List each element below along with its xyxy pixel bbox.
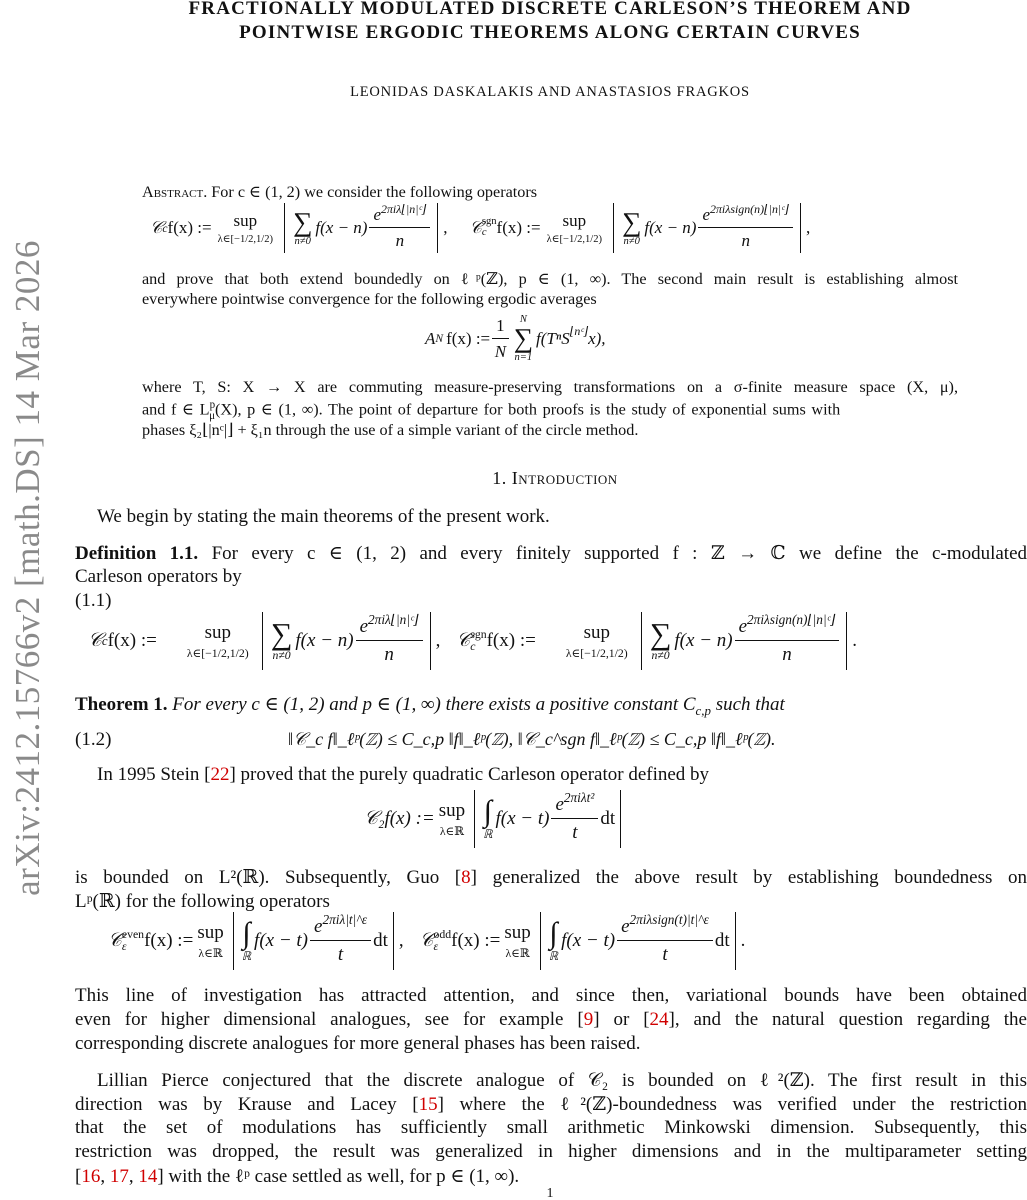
sup-operator bbox=[547, 211, 602, 245]
citation-link[interactable]: 9 bbox=[583, 1009, 594, 1030]
math-symbol: f(x) := bbox=[446, 328, 491, 348]
math-symbol: e bbox=[555, 794, 564, 815]
math-symbol: f(x) := bbox=[451, 930, 501, 951]
authors: LEONIDAS DASKALAKIS AND ANASTASIOS FRAGKOS bbox=[350, 84, 750, 100]
math-symbol: λ∈[−1/2,1/2) bbox=[565, 646, 628, 660]
abstract-formula-ergodic-average bbox=[425, 314, 606, 363]
math-symbol: sup bbox=[504, 921, 531, 943]
math-symbol: f(x) := bbox=[167, 218, 212, 237]
math-symbol: ∑ bbox=[649, 616, 672, 651]
math-symbol: 2πiλ⌊|n|ᶜ⌋ bbox=[368, 612, 419, 628]
math-symbol: sup bbox=[197, 921, 224, 943]
citation-link[interactable]: 22 bbox=[210, 764, 230, 785]
equation-1-2: ‖𝒞_c f‖_ℓᵖ(ℤ) ≤ C_c,p ‖f‖_ℓᵖ(ℤ), ‖𝒞_c^sgn f‖_ℓᵖ(ℤ) ≤ C_c,p ‖f‖_ℓᵖ(ℤ). bbox=[288, 729, 776, 749]
text: even for higher dimensional analogues, see for example [ bbox=[75, 1009, 584, 1030]
math-symbol: n≠0 bbox=[651, 649, 670, 663]
abs-bar bbox=[620, 790, 621, 848]
abs-bar bbox=[540, 912, 541, 970]
math-symbol: n bbox=[384, 644, 394, 665]
math-symbol: 2πiλsign(t)|t|^ε bbox=[629, 912, 709, 928]
paragraph-line: We begin by stating the main theorems of the present work. bbox=[97, 506, 550, 527]
fraction bbox=[551, 790, 598, 844]
math-symbol: 2πiλsign(n)⌊|n|ᶜ⌋ bbox=[710, 201, 789, 216]
math-symbol: c,p bbox=[695, 702, 711, 718]
math-symbol: ℝ bbox=[241, 949, 252, 963]
math-symbol: sup bbox=[204, 621, 231, 643]
math-symbol: , bbox=[443, 218, 448, 237]
math-symbol: n bbox=[741, 231, 750, 250]
math-symbol: c bbox=[481, 227, 487, 238]
paragraph-line: restriction was dropped, the result was generalized in higher dimensions and in the multiparameter setting bbox=[75, 1141, 1027, 1162]
math-symbol: n≠0 bbox=[623, 236, 640, 248]
text: In 1995 Stein [ bbox=[97, 764, 211, 785]
math-symbol: 2πiλsign(n)⌊|n|ᶜ⌋ bbox=[747, 612, 836, 628]
math-symbol: f(x − n) bbox=[295, 630, 354, 651]
math-symbol: . bbox=[852, 630, 858, 651]
paragraph-line bbox=[75, 1009, 1027, 1031]
text: ] with the ℓᵖ case settled as well, for p ∈ (1, ∞). bbox=[157, 1166, 520, 1187]
math-symbol: f(x − t) bbox=[254, 930, 309, 951]
theorem-text: For every c ∈ (1, 2) and p ∈ (1, ∞) there exists a positive constant C bbox=[172, 694, 696, 715]
math-symbol: λ∈ℝ bbox=[505, 946, 530, 960]
sup-operator bbox=[197, 922, 223, 961]
paragraph-line bbox=[97, 764, 1027, 786]
math-symbol: ∑ bbox=[622, 206, 642, 237]
math-symbol: sup bbox=[233, 211, 258, 230]
sum-operator bbox=[293, 206, 313, 248]
math-symbol: ∫ bbox=[549, 916, 558, 951]
text: ], and the natural question regarding the bbox=[668, 1009, 1027, 1030]
section-heading: 1. Introduction bbox=[492, 468, 618, 488]
math-symbol: even bbox=[121, 928, 145, 942]
math-symbol: dt bbox=[600, 808, 616, 829]
math-symbol: f(x) := bbox=[144, 930, 194, 951]
arxiv-stamp: arXiv:2412.15766v2 [math.DS] 14 Mar 2026 bbox=[8, 240, 47, 896]
math-symbol: e bbox=[314, 916, 323, 937]
citation-link[interactable]: 14 bbox=[138, 1166, 158, 1187]
math-symbol: t bbox=[662, 944, 668, 965]
math-symbol: ℝ bbox=[548, 949, 559, 963]
abs-bar bbox=[641, 612, 642, 670]
math-symbol: f(x) := bbox=[107, 630, 157, 651]
fraction bbox=[698, 201, 792, 251]
math-symbol: ∫ bbox=[242, 916, 251, 951]
math-symbol: f(x − n) bbox=[644, 218, 697, 237]
math-symbol: , bbox=[435, 630, 441, 651]
abstract-line: and prove that both extend boundedly on ℓᵖ(ℤ), p ∈ (1, ∞). The second main result is establishing almost bbox=[142, 270, 958, 288]
math-symbol: n bbox=[782, 644, 792, 665]
paragraph-line: Lillian Pierce conjectured that the discrete analogue of 𝒞₂ is bounded on ℓ²(ℤ). The first result in this bbox=[97, 1070, 1027, 1091]
math-symbol: N bbox=[519, 314, 527, 325]
text: ] proved that the purely quadratic Carleson operator defined by bbox=[229, 764, 710, 785]
paragraph-line: that the set of modulations has sufficiently small arithmetic Minkowski dimension. Subsequently, this bbox=[75, 1117, 1027, 1138]
math-symbol: sgn bbox=[481, 216, 497, 228]
math-symbol: 𝒞₂f(x) := bbox=[364, 808, 435, 829]
math-symbol: 2πiλ⌊|n|ᶜ⌋ bbox=[381, 201, 427, 216]
math-symbol: λ∈[−1/2,1/2) bbox=[217, 234, 273, 245]
integral-operator bbox=[549, 918, 558, 963]
math-symbol: dt bbox=[373, 930, 388, 951]
math-symbol: f(x − n) bbox=[315, 218, 368, 237]
definition-text: For every c ∈ (1, 2) and every finitely supported f : ℤ → ℂ we define the c-modulated bbox=[211, 543, 1027, 564]
math-symbol: sup bbox=[562, 211, 587, 230]
math-symbol: 𝒞 bbox=[108, 930, 122, 951]
math-symbol: ε bbox=[121, 940, 127, 953]
math-symbol: ∑ bbox=[270, 616, 293, 651]
theorem-text: such that bbox=[710, 694, 785, 715]
math-symbol: f(x − n) bbox=[674, 630, 733, 651]
sum-operator bbox=[649, 616, 672, 663]
integral-operator bbox=[242, 918, 251, 963]
citation-link[interactable]: 24 bbox=[649, 1009, 669, 1030]
abstract-text: For c ∈ (1, 2) we consider the following operators bbox=[211, 183, 538, 201]
paper-title-line-1: FRACTIONALLY MODULATED DISCRETE CARLESON’S THEOREM AND bbox=[188, 0, 912, 19]
math-symbol: N bbox=[435, 332, 444, 346]
math-symbol: e bbox=[373, 205, 381, 224]
abs-bar bbox=[846, 612, 847, 670]
paragraph-line: corresponding discrete analogues for more general phases has been raised. bbox=[75, 1033, 641, 1054]
paragraph-line bbox=[75, 866, 1027, 889]
math-symbol: n bbox=[395, 231, 405, 250]
math-symbol: n≠0 bbox=[294, 236, 311, 248]
math-symbol: ∑ bbox=[513, 323, 534, 353]
abs-bar bbox=[735, 912, 736, 970]
theorem-line bbox=[75, 693, 1027, 719]
integral-operator bbox=[483, 796, 492, 841]
abstract-line: phases ξ₂⌊|nᶜ|⌋ + ξ₁n through the use of a simple variant of the circle method. bbox=[142, 421, 639, 439]
definition-line bbox=[75, 542, 1027, 565]
equation-number: (1.1) bbox=[75, 590, 112, 611]
sup-operator bbox=[439, 800, 465, 839]
math-symbol: n=1 bbox=[514, 352, 533, 364]
math-symbol: e bbox=[738, 616, 748, 637]
math-symbol: 𝒞 bbox=[419, 930, 434, 951]
abs-bar bbox=[800, 203, 801, 253]
math-symbol: f(x − t) bbox=[495, 808, 550, 829]
math-symbol: f(x) := bbox=[486, 630, 536, 651]
abs-bar bbox=[233, 912, 234, 970]
math-symbol: e bbox=[621, 916, 630, 937]
math-symbol: A bbox=[425, 328, 436, 348]
math-symbol: f(x − t) bbox=[561, 930, 616, 951]
math-symbol: c bbox=[101, 633, 108, 648]
text: is bounded on L²(ℝ). Subsequently, Guo [ bbox=[75, 867, 462, 888]
fraction bbox=[617, 912, 713, 966]
text: , bbox=[100, 1166, 110, 1187]
math-symbol: 2πiλ|t|^ε bbox=[322, 912, 368, 928]
math-symbol: e bbox=[702, 205, 710, 224]
math-symbol: odd bbox=[433, 928, 452, 942]
sum-operator bbox=[514, 314, 533, 363]
math-symbol: λ∈ℝ bbox=[439, 824, 465, 838]
math-symbol: ∫ bbox=[483, 794, 492, 829]
abs-bar bbox=[284, 203, 285, 253]
math-symbol: N bbox=[494, 341, 507, 361]
equation-number: (1.2) bbox=[75, 729, 112, 750]
math-symbol: c bbox=[162, 221, 168, 235]
citation-link[interactable]: 17 bbox=[109, 1166, 129, 1187]
sup-operator bbox=[187, 622, 249, 661]
fraction bbox=[310, 912, 371, 966]
paper-title-line-2: POINTWISE ERGODIC THEOREMS ALONG CERTAIN CURVES bbox=[239, 22, 861, 43]
abs-bar bbox=[613, 203, 614, 253]
fraction bbox=[369, 201, 430, 251]
math-symbol: dt bbox=[714, 930, 730, 951]
math-symbol: sup bbox=[438, 799, 466, 821]
citation-link[interactable]: 8 bbox=[461, 867, 471, 888]
math-symbol: x), bbox=[588, 328, 606, 348]
math-symbol: f(x) := bbox=[496, 218, 541, 237]
abs-bar bbox=[474, 790, 475, 848]
text: ] generalized the above result by establishing boundedness on bbox=[470, 867, 1027, 888]
paragraph-line bbox=[75, 1093, 1027, 1116]
sup-operator bbox=[504, 922, 530, 961]
abstract-line: everywhere pointwise convergence for the following ergodic averages bbox=[142, 290, 597, 308]
text: direction was by Krause and Lacey [ bbox=[75, 1094, 419, 1115]
abs-bar bbox=[262, 612, 263, 670]
abstract-text: and f ∈ L bbox=[142, 400, 210, 419]
math-symbol: ⌊nᶜ⌋ bbox=[569, 323, 589, 338]
math-symbol: 𝒞 bbox=[456, 630, 471, 651]
abs-bar bbox=[430, 612, 431, 670]
math-symbol: 𝒞 bbox=[88, 630, 102, 651]
citation-link[interactable]: 16 bbox=[81, 1166, 101, 1187]
sum-operator bbox=[622, 206, 642, 248]
sup-operator bbox=[218, 211, 273, 245]
fraction bbox=[356, 612, 423, 666]
math-symbol: p bbox=[209, 399, 216, 411]
fraction bbox=[492, 316, 509, 362]
math-symbol: e bbox=[359, 616, 369, 637]
abstract-line bbox=[142, 182, 958, 202]
math-symbol: λ∈[−1/2,1/2) bbox=[546, 234, 602, 245]
math-symbol: 𝒞 bbox=[469, 218, 482, 237]
fraction bbox=[735, 612, 840, 666]
abstract-label: Abstract. bbox=[142, 183, 208, 201]
text: , bbox=[128, 1166, 139, 1187]
paragraph-line: Lᵖ(ℝ) for the following operators bbox=[75, 891, 330, 912]
math-symbol: . bbox=[740, 930, 746, 951]
equation-even-odd-operators bbox=[108, 912, 745, 970]
sup-operator bbox=[566, 622, 628, 661]
equation-1-1 bbox=[88, 612, 857, 670]
math-symbol: n≠0 bbox=[272, 649, 291, 663]
math-symbol: f(TⁿS bbox=[536, 328, 570, 348]
abs-bar bbox=[437, 203, 438, 253]
math-symbol: , bbox=[398, 930, 404, 951]
math-symbol: ε bbox=[433, 940, 439, 953]
abstract-text: (X), p ∈ (1, ∞). The point of departure for both proofs is the study of exponential sums with bbox=[214, 400, 841, 419]
math-symbol: t bbox=[337, 944, 344, 965]
definition-label: Definition 1.1. bbox=[75, 543, 199, 564]
paragraph-line: This line of investigation has attracted attention, and since then, variational bounds have been obtained bbox=[75, 985, 1027, 1006]
math-symbol: μ bbox=[209, 409, 215, 422]
math-symbol: 1 bbox=[492, 316, 509, 339]
definition-line: Carleson operators by bbox=[75, 566, 242, 587]
abstract-formula-operators bbox=[150, 203, 810, 253]
text: ] where the ℓ²(ℤ)-boundedness was verified under the restriction bbox=[437, 1094, 1027, 1115]
math-symbol: c bbox=[470, 640, 476, 653]
text: [ bbox=[75, 1166, 82, 1187]
math-symbol: ∑ bbox=[293, 206, 313, 237]
math-symbol: λ∈[−1/2,1/2) bbox=[186, 646, 249, 660]
math-symbol: 2πiλt² bbox=[563, 790, 595, 806]
paragraph-line bbox=[75, 1165, 1027, 1188]
theorem-label: Theorem 1. bbox=[75, 694, 168, 715]
math-symbol: t bbox=[572, 822, 578, 843]
math-symbol: λ∈ℝ bbox=[198, 946, 223, 960]
equation-quadratic-carleson bbox=[364, 790, 626, 848]
abstract-line bbox=[142, 399, 958, 422]
math-symbol: , bbox=[805, 218, 811, 237]
math-symbol: sup bbox=[583, 621, 610, 643]
sum-operator bbox=[270, 616, 293, 663]
math-symbol: sgn bbox=[470, 628, 487, 642]
page-number: 1 bbox=[546, 1186, 554, 1200]
text: ] or [ bbox=[593, 1009, 650, 1030]
abstract-line: where T, S: X → X are commuting measure-preserving transformations on a σ-finite measure space (X, μ), bbox=[142, 378, 958, 396]
abs-bar bbox=[393, 912, 394, 970]
citation-link[interactable]: 15 bbox=[418, 1094, 438, 1115]
math-symbol: 𝒞 bbox=[150, 218, 163, 237]
math-symbol: ℝ bbox=[483, 827, 493, 841]
